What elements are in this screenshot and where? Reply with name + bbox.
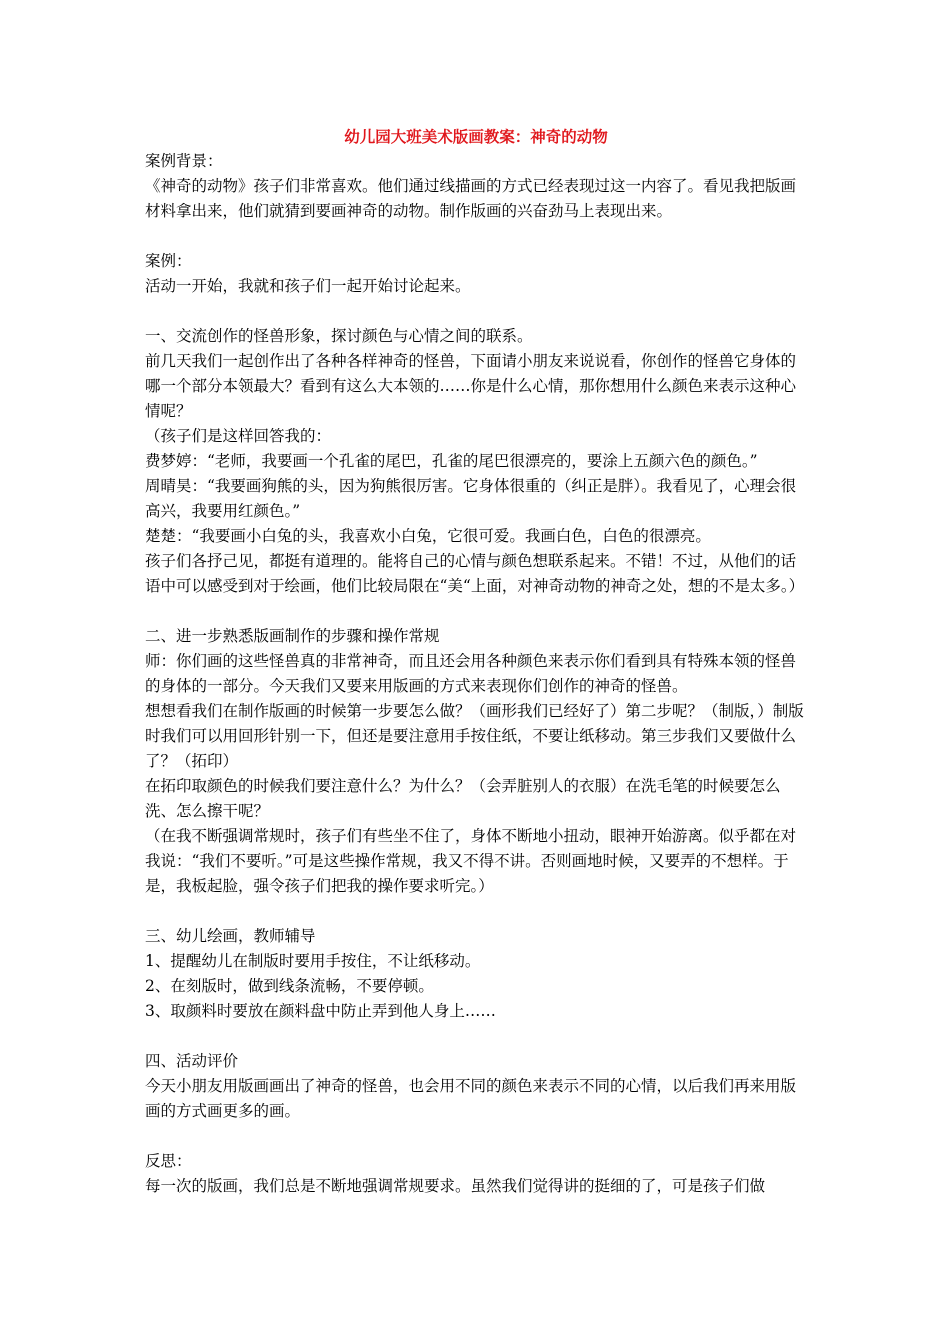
paragraph: 三、幼儿绘画，教师辅导 xyxy=(145,927,316,945)
paragraph: 前几天我们一起创作出了各种各样神奇的怪兽，下面请小朋友来说说看，你创作的怪兽它身体的哪一个部分本领最大？看到有这么大本领的……你是什么心情，那你想用什么颜色来表示这种心情呢？ xyxy=(145,352,797,420)
paragraph: 1、提醒幼儿在制版时要用手按住，不让纸移动。 xyxy=(145,952,481,970)
paragraph: 活动一开始，我就和孩子们一起开始讨论起来。 xyxy=(145,277,471,295)
paragraph: 费梦婷：“老师，我要画一个孔雀的尾巴，孔雀的尾巴很漂亮的，要涂上五颜六色的颜色。” xyxy=(145,452,758,470)
paragraph: 楚楚：“我要画小白兔的头，我喜欢小白兔，它很可爱。我画白色，白色的很漂亮。 xyxy=(145,527,711,545)
blank-line xyxy=(145,1124,807,1149)
paragraph: 今天小朋友用版画画出了神奇的怪兽，也会用不同的颜色来表示不同的心情，以后我们再来用版画的方式画更多的画。 xyxy=(145,1077,797,1120)
paragraph: 《神奇的动物》孩子们非常喜欢。他们通过线描画的方式已经表现过这一内容了。看见我把版画材料拿出来，他们就猜到要画神奇的动物。制作版画的兴奋劲马上表现出来。 xyxy=(145,177,797,220)
paragraph: （在我不断强调常规时，孩子们有些坐不住了，身体不断地小扭动，眼神开始游离。似乎都在对我说：“我们不要听。”可是这些操作常规，我又不得不讲。否则画地时候，又要弄的不想样。于是，我板起脸，强令孩子们把我的操作要求听完。） xyxy=(145,827,797,895)
paragraph: 反思： xyxy=(145,1152,192,1170)
blank-line xyxy=(145,224,807,249)
paragraph: （孩子们是这样回答我的： xyxy=(145,427,332,445)
paragraph: 2、在刻版时，做到线条流畅，不要停顿。 xyxy=(145,977,434,995)
paragraph: 师：你们画的这些怪兽真的非常神奇，而且还会用各种颜色来表示你们看到具有特殊本领的怪兽的身体的一部分。今天我们又要来用版画的方式来表现你们创作的神奇的怪兽。 xyxy=(145,652,797,695)
paragraph: 案例： xyxy=(145,252,192,270)
paragraph: 在拓印取颜色的时候我们要注意什么？为什么？（会弄脏别人的衣服）在洗毛笔的时候要怎么洗、怎么擦干呢？ xyxy=(145,777,781,820)
paragraph-list xyxy=(145,149,807,1199)
paragraph: 一、交流创作的怪兽形象，探讨颜色与心情之间的联系。 xyxy=(145,327,533,345)
paragraph: 3、取颜料时要放在颜料盘中防止弄到他人身上…… xyxy=(145,1002,496,1020)
paragraph: 孩子们各抒己见，都挺有道理的。能将自己的心情与颜色想联系起来。不错！不过，从他们的话语中可以感受到对于绘画，他们比较局限在“美“上面，对神奇动物的神奇之处，想的不是太多。） xyxy=(145,552,805,595)
paragraph: 四、活动评价 xyxy=(145,1052,239,1070)
document-title: 幼儿园大班美术版画教案：神奇的动物 xyxy=(344,127,608,146)
paragraph: 每一次的版画，我们总是不断地强调常规要求。虽然我们觉得讲的挺细的了，可是孩子们做 xyxy=(145,1177,766,1195)
document-body xyxy=(145,124,807,1199)
paragraph: 想想看我们在制作版画的时候第一步要怎么做？（画形我们已经好了）第二步呢？（制版，）制版时我们可以用回形针别一下，但还是要注意用手按住纸，不要让纸移动。第三步我们又要做什么了？（拓印） xyxy=(145,702,804,770)
paragraph: 案例背景： xyxy=(145,152,223,170)
paragraph: 周晴昊：“我要画狗熊的头，因为狗熊很厉害。它身体很重的（纠正是胖）。我看见了，心理会很高兴，我要用红颜色。” xyxy=(145,477,797,520)
blank-line xyxy=(145,1024,807,1049)
paragraph: 二、进一步熟悉版画制作的步骤和操作常规 xyxy=(145,627,440,645)
blank-line xyxy=(145,899,807,924)
blank-line xyxy=(145,599,807,624)
blank-line xyxy=(145,299,807,324)
